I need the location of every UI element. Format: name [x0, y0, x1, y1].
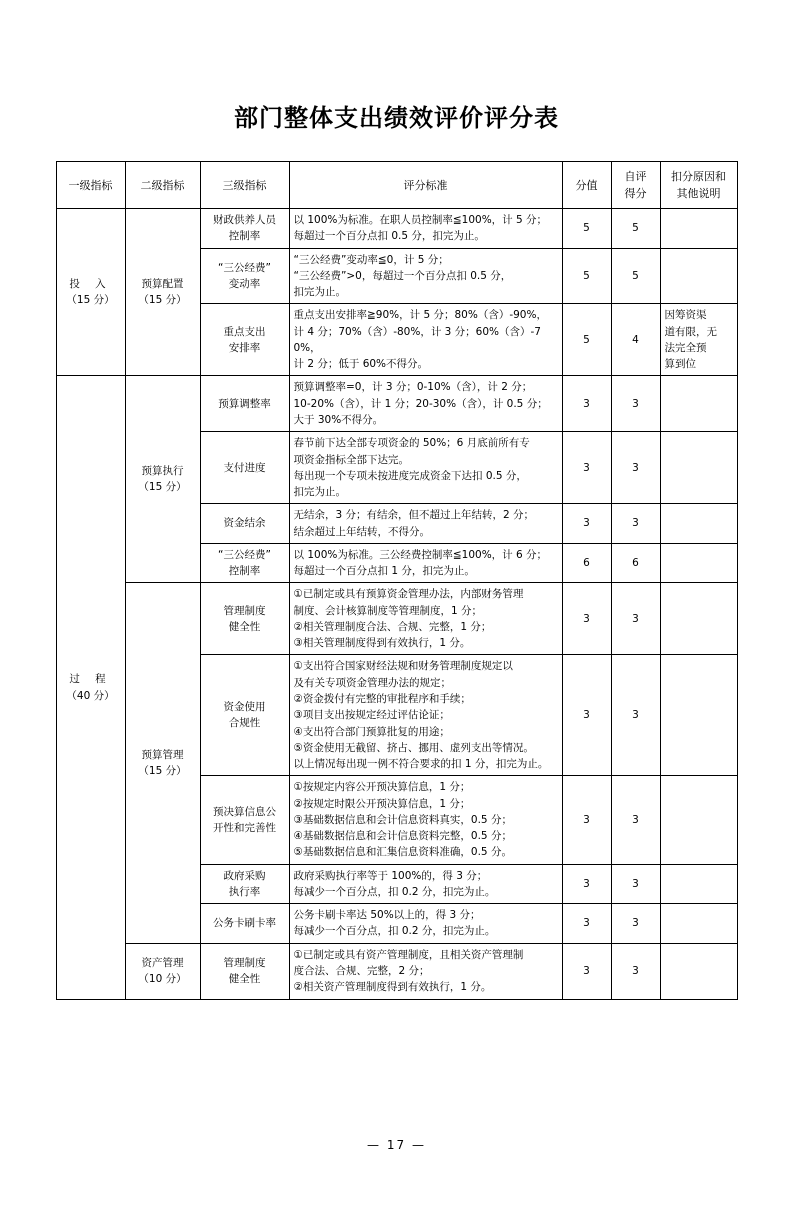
level2-indicator-points: （15 分）: [138, 765, 187, 778]
level3-indicator-cell: [200, 904, 289, 944]
criteria-line: ③基础数据信息和会计信息资料真实，0.5 分；: [293, 813, 512, 826]
scoring-criteria-cell: [289, 655, 562, 776]
point-value-cell: 5: [562, 248, 611, 304]
note-line: 因筹资渠: [664, 309, 707, 322]
table-row: [56, 583, 737, 655]
table-row: [56, 376, 737, 432]
deduction-note-cell: [660, 776, 737, 864]
note-line: 算到位: [664, 358, 696, 371]
scoring-criteria-cell: [289, 864, 562, 904]
level3-indicator-line1: 政府采购: [223, 869, 266, 882]
point-value-cell: 3: [562, 432, 611, 504]
scoring-criteria-cell: [289, 943, 562, 999]
point-value-cell: 3: [562, 583, 611, 655]
criteria-line: 每减少一个百分点，扣 0.2 分，扣完为止。: [293, 885, 496, 898]
point-value-cell: 3: [562, 943, 611, 999]
header-self-score: [611, 162, 660, 209]
criteria-line: 每超过一个百分点扣 1 分，扣完为止。: [293, 565, 475, 578]
level3-indicator-cell: [200, 432, 289, 504]
level2-indicator-cell: [125, 209, 200, 376]
criteria-line: ③相关管理制度得到有效执行，1 分。: [293, 637, 471, 650]
level3-indicator-line1: 资金使用: [223, 701, 266, 714]
level2-indicator-points: （10 分）: [138, 973, 187, 986]
level3-indicator-cell: [200, 583, 289, 655]
criteria-line: 大于 30%不得分。: [293, 414, 384, 427]
criteria-line: 制度、会计核算制度等管理制度，1 分；: [293, 604, 483, 617]
criteria-line: 以上情况每出现一例不符合要求的扣 1 分，扣完为止。: [293, 758, 549, 771]
level2-indicator-name: 预算配置: [141, 278, 184, 291]
level2-indicator-name: 预算管理: [141, 748, 184, 761]
criteria-line: 结余超过上年结转，不得分。: [293, 525, 430, 538]
header-self-score-line1: 自评: [624, 170, 647, 183]
level3-indicator-line1: 管理制度: [223, 604, 266, 617]
note-line: 道有限，无: [664, 325, 717, 338]
deduction-note-cell: [660, 504, 737, 544]
criteria-line: ④支出符合部门预算批复的用途；: [293, 725, 450, 738]
level3-indicator-line2: 合规性: [228, 717, 261, 730]
criteria-line: 重点支出安排率≧90%，计 5 分；80%（含）-90%，: [293, 309, 547, 322]
table-row: [56, 943, 737, 999]
scoring-criteria-cell: [289, 248, 562, 304]
level3-indicator-cell: [200, 248, 289, 304]
criteria-line: 计 2 分；低于 60%不得分。: [293, 358, 429, 371]
criteria-line: “三公经费”变动率≦0，计 5 分；: [293, 253, 449, 266]
scoring-criteria-cell: [289, 504, 562, 544]
level3-indicator-cell: [200, 304, 289, 376]
level3-indicator-cell: [200, 209, 289, 249]
level3-indicator-line1: 资金结余: [223, 517, 266, 530]
deduction-note-cell: [660, 304, 737, 376]
level2-indicator-points: （15 分）: [138, 294, 187, 307]
header-level2: 二级指标: [125, 162, 200, 209]
performance-score-table: [56, 161, 738, 1000]
level1-indicator-cell: [56, 209, 125, 376]
level1-indicator-cell: [56, 376, 125, 999]
self-score-cell: 4: [611, 304, 660, 376]
level3-indicator-line2: 健全性: [228, 620, 261, 633]
criteria-line: 政府采购执行率等于 100%的，得 3 分；: [293, 869, 488, 882]
self-score-cell: 5: [611, 248, 660, 304]
deduction-note-cell: [660, 432, 737, 504]
criteria-line: 以 100%为标准。在职人员控制率≦100%，计 5 分；: [293, 214, 548, 227]
level3-indicator-cell: [200, 655, 289, 776]
point-value-cell: 5: [562, 304, 611, 376]
deduction-note-cell: [660, 943, 737, 999]
point-value-cell: 3: [562, 504, 611, 544]
point-value-cell: 3: [562, 776, 611, 864]
self-score-cell: 3: [611, 864, 660, 904]
page-title: 部门整体支出绩效评价评分表: [234, 104, 559, 132]
level1-indicator-name: 过 程: [69, 673, 112, 686]
table-row: [56, 209, 737, 249]
level3-indicator-line1: 财政供养人员: [213, 214, 276, 227]
level2-indicator-name: 预算执行: [141, 465, 184, 478]
self-score-cell: 3: [611, 655, 660, 776]
criteria-line: 以 100%为标准。三公经费控制率≦100%，计 6 分；: [293, 548, 548, 561]
criteria-line: 扣完为止。: [293, 286, 346, 299]
point-value-cell: 3: [562, 655, 611, 776]
point-value-cell: 3: [562, 904, 611, 944]
level3-indicator-line2: 变动率: [228, 278, 261, 291]
document-page: [0, 98, 793, 1220]
level2-indicator-name: 资产管理: [141, 956, 184, 969]
scoring-criteria-cell: [289, 304, 562, 376]
header-note-line2: 其他说明: [676, 187, 721, 201]
criteria-line: “三公经费”>0，每超过一个百分点扣 0.5 分，: [293, 269, 512, 282]
self-score-cell: 3: [611, 904, 660, 944]
level3-indicator-cell: [200, 776, 289, 864]
self-score-cell: 3: [611, 432, 660, 504]
scoring-criteria-cell: [289, 376, 562, 432]
level3-indicator-cell: [200, 376, 289, 432]
criteria-line: 每超过一个百分点扣 0.5 分，扣完为止。: [293, 230, 485, 243]
table-header-row: [56, 162, 737, 209]
criteria-line: ⑤资金使用无截留、挤占、挪用、虚列支出等情况。: [293, 741, 534, 754]
level1-indicator-points: （15 分）: [66, 294, 115, 307]
header-level3: 三级指标: [200, 162, 289, 209]
scoring-criteria-cell: [289, 543, 562, 583]
criteria-line: ④基础数据信息和会计信息资料完整，0.5 分；: [293, 830, 512, 843]
criteria-line: 项资金指标全部下达完。: [293, 453, 409, 466]
deduction-note-cell: [660, 376, 737, 432]
point-value-cell: 6: [562, 543, 611, 583]
level3-indicator-line1: 支付进度: [223, 461, 266, 474]
criteria-line: 春节前下达全部专项资金的 50%；6 月底前所有专: [293, 437, 530, 450]
point-value-cell: 5: [562, 209, 611, 249]
criteria-line: 无结余，3 分；有结余，但不超过上年结转，2 分；: [293, 509, 535, 522]
criteria-line: 每出现一个专项未按进度完成资金下达扣 0.5 分，: [293, 469, 527, 482]
criteria-line: ①已制定或具有预算资金管理办法，内部财务管理: [293, 588, 524, 601]
criteria-line: ③项目支出按规定经过评估论证；: [293, 709, 450, 722]
level2-indicator-cell: [125, 376, 200, 583]
deduction-note-cell: [660, 209, 737, 249]
level3-indicator-cell: [200, 543, 289, 583]
self-score-cell: 3: [611, 504, 660, 544]
self-score-cell: 3: [611, 376, 660, 432]
level3-indicator-line1: 公务卡刷卡率: [213, 917, 276, 930]
criteria-line: ②按规定时限公开预决算信息，1 分；: [293, 797, 471, 810]
criteria-line: 每减少一个百分点，扣 0.2 分，扣完为止。: [293, 925, 496, 938]
level3-indicator-line1: 预决算信息公: [213, 805, 276, 818]
level3-indicator-line1: “三公经费”: [218, 548, 271, 561]
criteria-line: 预算调整率=0，计 3 分；0-10%（含），计 2 分；: [293, 381, 533, 394]
level3-indicator-line1: “三公经费”: [218, 261, 271, 274]
deduction-note-cell: [660, 248, 737, 304]
self-score-cell: 6: [611, 543, 660, 583]
self-score-cell: 5: [611, 209, 660, 249]
level1-indicator-name: 投 入: [69, 278, 112, 291]
note-line: 法完全预: [664, 341, 707, 354]
page-number: — 17 —: [367, 1138, 426, 1152]
criteria-line: ①支出符合国家财经法规和财务管理制度规定以: [293, 660, 513, 673]
level3-indicator-line2: 控制率: [228, 230, 261, 243]
level3-indicator-line1: 预算调整率: [218, 397, 271, 410]
criteria-line: 公务卡刷卡率达 50%以上的，得 3 分；: [293, 909, 481, 922]
scoring-criteria-cell: [289, 904, 562, 944]
level3-indicator-line2: 开性和完善性: [213, 821, 276, 834]
criteria-line: 度合法、合规、完整，2 分；: [293, 964, 430, 977]
criteria-line: ②相关管理制度合法、合规、完整，1 分；: [293, 620, 492, 633]
level3-indicator-cell: [200, 864, 289, 904]
deduction-note-cell: [660, 864, 737, 904]
level3-indicator-line2: 控制率: [228, 565, 261, 578]
criteria-line: 及有关专项资金管理办法的规定；: [293, 676, 451, 689]
deduction-note-cell: [660, 904, 737, 944]
level2-indicator-cell: [125, 583, 200, 943]
level3-indicator-line2: 执行率: [228, 885, 261, 898]
table-body: [56, 209, 737, 999]
scoring-criteria-cell: [289, 583, 562, 655]
criteria-line: ②相关资产管理制度得到有效执行，1 分。: [293, 981, 492, 994]
scoring-criteria-cell: [289, 432, 562, 504]
level3-indicator-line1: 重点支出: [223, 325, 266, 338]
criteria-line: 计 4 分；70%（含）-80%，计 3 分；60%（含）-70%，: [293, 325, 541, 354]
level1-indicator-points: （40 分）: [66, 689, 115, 702]
header-self-score-line2: 得分: [624, 187, 647, 201]
deduction-note-cell: [660, 543, 737, 583]
self-score-cell: 3: [611, 583, 660, 655]
scoring-criteria-cell: [289, 776, 562, 864]
criteria-line: 扣完为止。: [293, 486, 346, 499]
header-level1: 一级指标: [56, 162, 125, 209]
deduction-note-cell: [660, 655, 737, 776]
criteria-line: ①已制定或具有资产管理制度，且相关资产管理制: [293, 948, 524, 961]
deduction-note-cell: [660, 583, 737, 655]
criteria-line: ②资金拨付有完整的审批程序和手续；: [293, 693, 471, 705]
point-value-cell: 3: [562, 376, 611, 432]
level2-indicator-points: （15 分）: [138, 481, 187, 494]
level3-indicator-cell: [200, 504, 289, 544]
level2-indicator-cell: [125, 943, 200, 999]
self-score-cell: 3: [611, 943, 660, 999]
criteria-line: 10-20%（含），计 1 分；20-30%（含），计 0.5 分；: [293, 397, 548, 410]
header-value: 分值: [562, 162, 611, 209]
header-note-line1: 扣分原因和: [671, 170, 726, 183]
criteria-line: ①按规定内容公开预决算信息，1 分；: [293, 781, 471, 794]
level3-indicator-line2: 安排率: [228, 341, 261, 354]
scoring-criteria-cell: [289, 209, 562, 249]
header-note: [660, 162, 737, 209]
level3-indicator-line2: 健全性: [228, 973, 261, 986]
header-criteria: 评分标准: [289, 162, 562, 209]
point-value-cell: 3: [562, 864, 611, 904]
level3-indicator-cell: [200, 943, 289, 999]
level3-indicator-line1: 管理制度: [223, 956, 266, 969]
self-score-cell: 3: [611, 776, 660, 864]
criteria-line: ⑤基础数据信息和汇集信息资料准确，0.5 分。: [293, 846, 512, 859]
